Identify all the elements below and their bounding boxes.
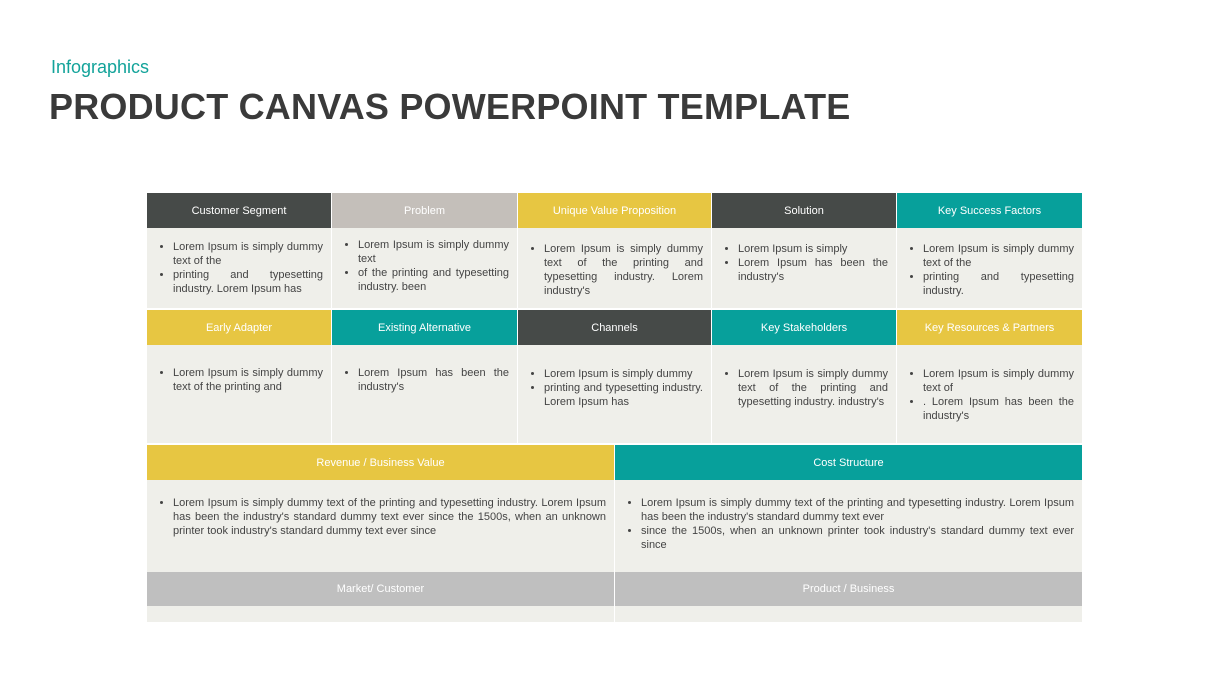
bullet: • Lorem Ipsum is simply dummy text of the bbox=[173, 240, 323, 268]
bullet: • Lorem Ipsum has been the industry's bbox=[358, 366, 509, 394]
slide-title: PRODUCT CANVAS POWERPOINT TEMPLATE bbox=[49, 86, 851, 127]
cell-body bbox=[147, 345, 331, 443]
cell-product-business bbox=[615, 572, 1082, 622]
cell-body bbox=[712, 228, 896, 308]
canvas-row-1 bbox=[147, 193, 1082, 308]
cell-body bbox=[332, 228, 517, 308]
cell-header: Solution bbox=[712, 193, 896, 228]
bullet: • Lorem Ipsum has been the industry's bbox=[738, 256, 888, 284]
cell-header: Cost Structure bbox=[615, 445, 1082, 480]
cell-header: Existing Alternative bbox=[332, 310, 517, 345]
cell-channels bbox=[518, 310, 712, 443]
cell-existing-alternative bbox=[332, 310, 518, 443]
bullet: • Lorem Ipsum is simply dummy text bbox=[358, 238, 509, 266]
cell-header: Key Success Factors bbox=[897, 193, 1082, 228]
cell-early-adapter bbox=[147, 310, 332, 443]
bullet: • Lorem Ipsum is simply dummy text of the bbox=[923, 242, 1074, 270]
cell-header: Product / Business bbox=[615, 572, 1082, 606]
cell-customer-segment bbox=[147, 193, 332, 308]
cell-header: Market/ Customer bbox=[147, 572, 614, 606]
canvas-row-2 bbox=[147, 310, 1082, 443]
cell-body bbox=[897, 228, 1082, 308]
cell-key-resources-partners bbox=[897, 310, 1082, 443]
bullet: • Lorem Ipsum is simply dummy text of the printing and typesetting industry. Lorem Ipsum has been the industry's standard dummy text ever since the 1500s, when an unknown printer took industry's standard dummy text ever since bbox=[173, 496, 606, 538]
product-canvas bbox=[147, 193, 1082, 622]
cell-solution bbox=[712, 193, 897, 308]
bullet: • printing and typesetting industry. Lorem Ipsum has bbox=[173, 268, 323, 296]
cell-revenue-business-value bbox=[147, 445, 615, 572]
canvas-row-4 bbox=[147, 572, 1082, 622]
bullet: • since the 1500s, when an unknown printer took industry's standard dummy text ever since bbox=[641, 524, 1074, 552]
cell-body bbox=[518, 345, 711, 443]
bullet: • Lorem Ipsum is simply dummy bbox=[544, 367, 703, 381]
bullet: • Lorem Ipsum is simply bbox=[738, 242, 888, 256]
bullet: • Lorem Ipsum is simply dummy text of the printing and typesetting industry. industry's bbox=[738, 367, 888, 409]
cell-unique-value-proposition bbox=[518, 193, 712, 308]
cell-body bbox=[518, 228, 711, 308]
cell-header: Early Adapter bbox=[147, 310, 331, 345]
cell-body bbox=[147, 606, 614, 622]
cell-problem bbox=[332, 193, 518, 308]
cell-header: Customer Segment bbox=[147, 193, 331, 228]
canvas-row-3 bbox=[147, 445, 1082, 572]
cell-header: Key Stakeholders bbox=[712, 310, 896, 345]
bullet: • of the printing and typesetting industry. been bbox=[358, 266, 509, 294]
bullet: • printing and typesetting industry. Lorem Ipsum has bbox=[544, 381, 703, 409]
cell-body bbox=[615, 606, 1082, 622]
cell-body bbox=[897, 345, 1082, 443]
bullet: • Lorem Ipsum is simply dummy text of the printing and bbox=[173, 366, 323, 394]
cell-body bbox=[615, 480, 1082, 572]
cell-body bbox=[147, 480, 614, 572]
cell-cost-structure bbox=[615, 445, 1082, 572]
slide-subtitle: Infographics bbox=[51, 57, 150, 77]
bullet: • Lorem Ipsum is simply dummy text of the printing and typesetting industry. Lorem Ipsum has been the industry's standard dummy text ever bbox=[641, 496, 1074, 524]
cell-body bbox=[712, 345, 896, 443]
cell-key-stakeholders bbox=[712, 310, 897, 443]
cell-body bbox=[332, 345, 517, 443]
bullet: • . Lorem Ipsum has been the industry's bbox=[923, 395, 1074, 423]
bullet: • Lorem Ipsum is simply dummy text of bbox=[923, 367, 1074, 395]
cell-header: Key Resources & Partners bbox=[897, 310, 1082, 345]
cell-body bbox=[147, 228, 331, 308]
cell-header: Revenue / Business Value bbox=[147, 445, 614, 480]
cell-header: Unique Value Proposition bbox=[518, 193, 711, 228]
bullet: • printing and typesetting industry. bbox=[923, 270, 1074, 298]
cell-header: Problem bbox=[332, 193, 517, 228]
cell-key-success-factors bbox=[897, 193, 1082, 308]
bullet: • Lorem Ipsum is simply dummy text of the printing and typesetting industry. Lorem industry's bbox=[544, 242, 703, 298]
cell-header: Channels bbox=[518, 310, 711, 345]
cell-market-customer bbox=[147, 572, 615, 622]
